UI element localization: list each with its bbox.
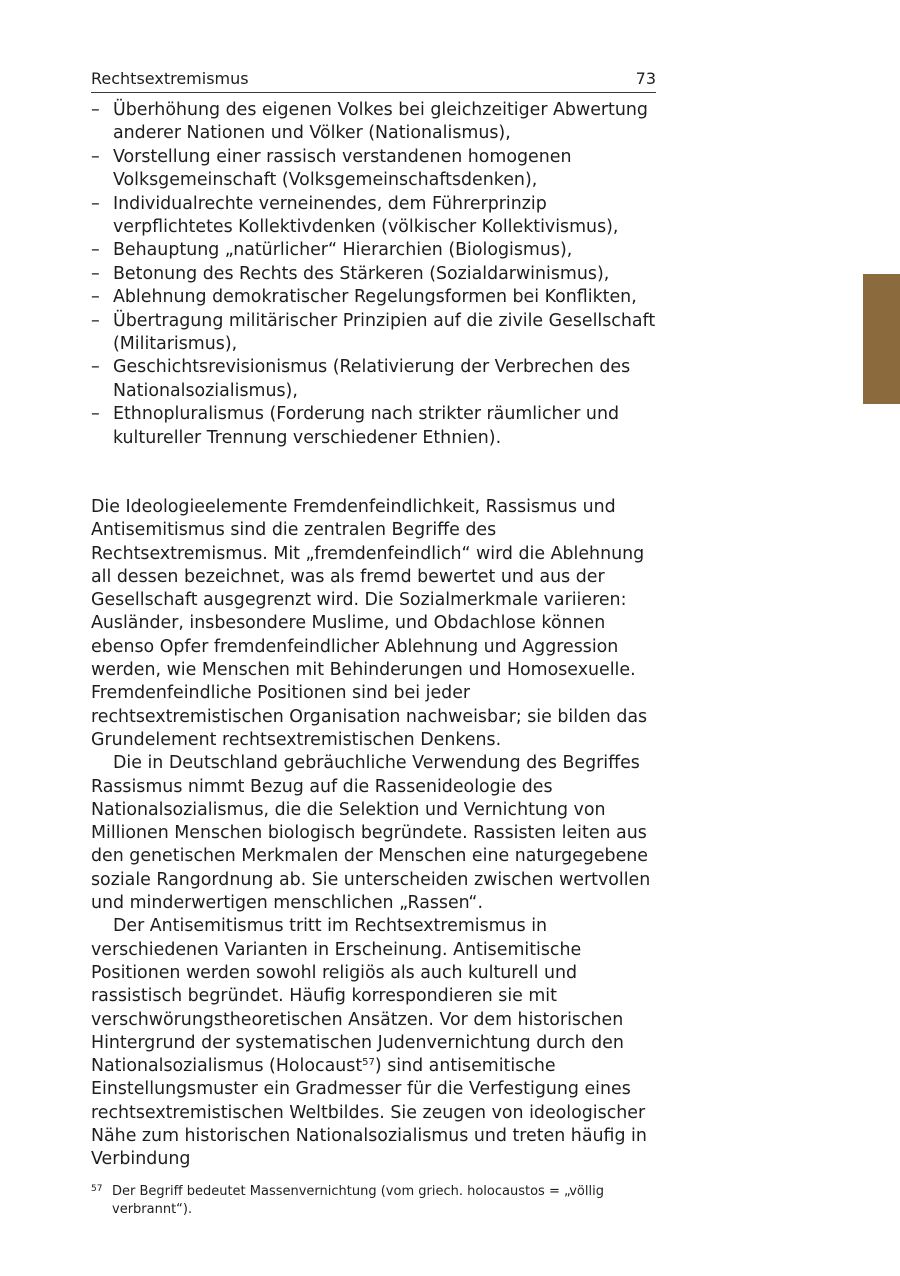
- paragraph-text-before: Der Antisemitismus tritt im Rechtsextremismus in verschiedenen Varianten in Erscheinung. Antisemitische Positionen werden sowohl religiös als auch kulturell und rassistisch begründet. Häufig korrespondieren sie mit verschwörungstheoretischen Ansätzen. Vor dem historischen Hintergrund der systematischen Judenvernichtung durch den Nationalsozialismus (Holocaust: [91, 916, 624, 1077]
- paragraph-fremdenfeindlichkeit: Die Ideologieelemente Fremdenfeindlichkeit, Rassismus und Antisemitismus sind die zentralen Begriffe des Rechtsextremismus. Mit „fremdenfeindlich“ wird die Ablehnung all dessen bezeichnet, was als fremd bewertet und aus der Gesellschaft ausgegrenzt wird. Die Sozialmerkmale variieren: Ausländer, insbesondere Muslime, und Obdachlose können ebenso Opfer fremdenfeindlicher Ablehnung und Aggression werden, wie Menschen mit Behinderungen und Homosexuelle. Fremdenfeindliche Positionen sind bei jeder rechtsextremistischen Organisation nachweisbar; sie bilden das Grundelement rechtsextremistischen Denkens.: [91, 497, 648, 750]
- list-item: – Individualrechte verneinendes, dem Führerprinzip verpflichtetes Kollektivdenken (völkischer Kollektivismus),: [91, 193, 659, 240]
- list-item: – Ablehnung demokratischer Regelungsformen bei Konflikten,: [91, 286, 659, 309]
- running-header: [91, 68, 656, 93]
- list-item: – Behauptung „natürlicher“ Hierarchien (Biologismus),: [91, 239, 659, 262]
- footnote-number: 57: [91, 1184, 103, 1194]
- footnote-text: Der Begriff bedeutet Massenvernichtung (vom griech. holocaustos = „völlig verbrannt“).: [112, 1184, 604, 1217]
- list-item: – Geschichtsrevisionismus (Relativierung der Verbrechen des Nationalsozialismus),: [91, 356, 659, 403]
- list-item: – Überhöhung des eigenen Volkes bei gleichzeitiger Abwertung anderer Nationen und Völker (Nationalismus),: [91, 99, 659, 146]
- ideology-elements-list: [91, 99, 659, 450]
- list-item: – Übertragung militärischer Prinzipien auf die zivile Gesellschaft (Militarismus),: [91, 310, 659, 357]
- list-item: – Vorstellung einer rassisch verstandenen homogenen Volksgemeinschaft (Volksgemeinschaftsdenken),: [91, 146, 659, 193]
- paragraph-rassismus: Die in Deutschland gebräuchliche Verwendung des Begriffes Rassismus nimmt Bezug auf die Rassenideologie des Nationalsozialismus, die die Selektion und Vernichtung von Millionen Menschen biologisch begründete. Rassisten leiten aus den genetischen Merkmalen der Menschen eine naturgegebene soziale Rangordnung ab. Sie unterscheiden zwischen wertvollen und minderwertigen menschlichen „Rassen“.: [91, 753, 651, 914]
- page-number: 73: [635, 69, 656, 88]
- paragraph-text-after: ) sind antisemitische Einstellungsmuster ein Gradmesser für die Verfestigung eines rechtsextremistischen Weltbildes. Sie zeugen von ideologischer Nähe zum historischen Nationalsozialismus und treten häufig in Verbindung: [91, 1056, 647, 1170]
- list-item: – Betonung des Rechts des Stärkeren (Sozialdarwinismus),: [91, 263, 659, 286]
- running-title: Rechtsextremismus: [91, 69, 249, 88]
- paragraph-antisemitismus: [91, 915, 659, 1171]
- list-item: – Ethnopluralismus (Forderung nach strikter räumlicher und kultureller Trennung verschiedener Ethnien).: [91, 403, 659, 450]
- chapter-thumb-tab: [863, 274, 900, 404]
- footnote: [91, 1183, 659, 1219]
- body-text: [91, 496, 659, 1172]
- footnote-reference[interactable]: 57: [362, 1057, 375, 1069]
